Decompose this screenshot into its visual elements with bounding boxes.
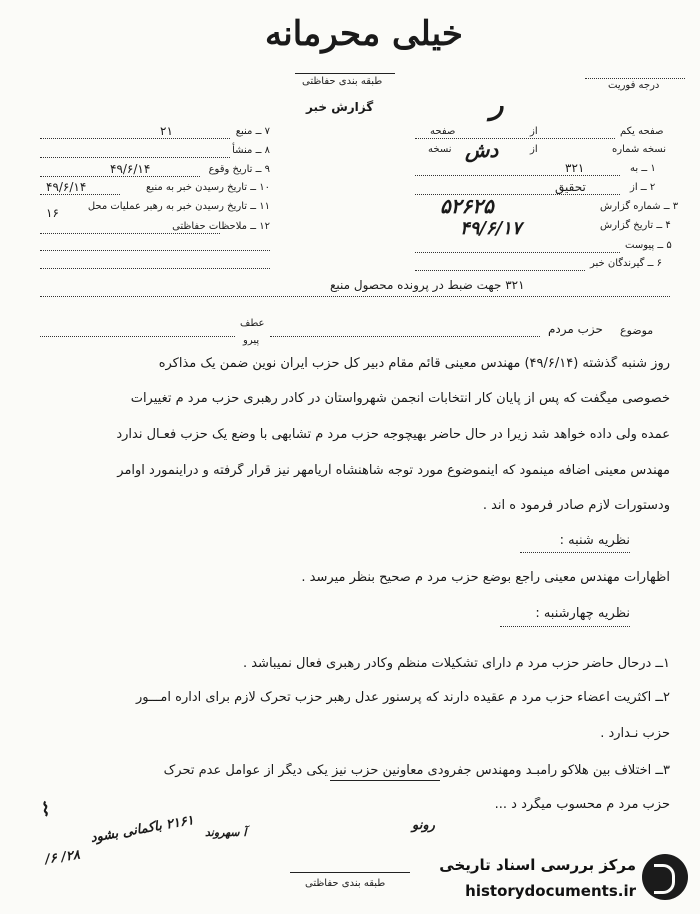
security-notes-label: ۱۲ ــ ملاحظات حفاظتی: [172, 221, 270, 232]
item-line-5: حزب مرد م محسوب میگرد د ...: [494, 797, 670, 812]
center-signature: رونو: [412, 818, 435, 833]
side-note-top: عطف: [240, 318, 265, 329]
left-margin-note: ۲۱۶۱ باکمانی بشود: [89, 813, 195, 846]
report-type: گزارش خبر: [306, 100, 374, 114]
classification-bottom: طبقه بندی حفاظتی: [305, 878, 386, 889]
receive-local-value: ۱۶: [46, 206, 59, 220]
source-label: ۷ ــ منبع: [235, 126, 270, 137]
margin-squiggle: ⌇: [36, 799, 52, 822]
classification-top: طبقه بندی حفاظتی: [302, 76, 383, 87]
recipients-value: ۳۲۱ جهت ضبط در پرونده محصول منبع: [330, 278, 525, 292]
subject-value: حزب مردم: [548, 322, 603, 336]
subject-label: موضوع: [620, 324, 654, 337]
opinion-text-1: اظهارات مهندس معینی راجع بوضع حزب مرد م صحیح بنظر میرسد .: [301, 570, 670, 585]
body-line-1: روز شنبه گذشته (۴۹/۶/۱۴) مهندس معینی قائم مقام دبیر کل حزب ایران نوین ضمن یک مذاکره: [158, 356, 670, 371]
copy-value: نسخه: [428, 144, 452, 155]
event-date-value: ۴۹/۶/۱۴: [110, 162, 151, 176]
item-line-3: حزب نـدارد .: [600, 726, 670, 741]
side-note-bottom: پیرو: [243, 335, 260, 346]
body-line-4: مهندس معینی اضافه مینمود که اینموضوع مورد توجه شاهنشاه آریامهر نیز قرار گرفته و دراینمورد اوامر: [117, 463, 670, 478]
report-no-label: ۳ ــ شماره گزارش: [600, 201, 679, 212]
from-value: تحقیق: [555, 180, 586, 194]
copy-label: نسخه شماره: [612, 144, 666, 155]
to-label: ۱ ــ به: [630, 163, 656, 174]
to-value: ۳۲۱: [565, 161, 585, 175]
handwritten-mark: ر: [490, 88, 504, 121]
archive-logo-url: historydocuments.ir: [465, 882, 636, 900]
archive-logo-icon: [642, 854, 688, 900]
recipients-label: ۶ ــ گیرندگان خبر: [590, 258, 662, 269]
from-label: ۲ ــ از: [630, 182, 656, 193]
body-line-3: عمده ولی داده خواهد شد زیرا در حال حاضر بهیچوجه حزب مرد م تشابهی با وضع یک حزب فعـال ندارد: [116, 427, 670, 442]
source-field: [40, 126, 270, 137]
handwritten-copy: دش: [465, 138, 499, 162]
opinion-heading-2: نظریه چهارشنبه :: [535, 606, 630, 621]
receive-source-value: ۴۹/۶/۱۴: [46, 180, 87, 194]
archive-logo: [412, 850, 692, 908]
source-value: ۲۱: [160, 124, 173, 138]
copy-of: از: [530, 144, 538, 155]
report-date-value: ۴۹/۶/۱۷: [460, 218, 522, 239]
archive-logo-name: مرکز بررسی اسناد تاریخی: [439, 856, 636, 874]
origin-label: ۸ ــ منشأ: [232, 145, 270, 156]
item-line-2: ۲ــ اکثریت اعضاء حزب مرد م عقیده دارند که پرسنور عدل رهبر حزب تحرک لازم برای اداره امـــور: [136, 690, 670, 705]
left-margin-date: ۲۸/ ۶/: [44, 847, 81, 868]
priority-label: درجه فوریت: [608, 80, 660, 91]
document-title: خیلی محرمانه: [265, 14, 463, 54]
item-line-4: ۳ــ اختلاف بین هلاکو رامبـد ومهندس جفرودی معاونین حزب نیز یکی دیگر از عوامل عدم تحرک: [163, 763, 670, 778]
receive-local-label: ۱۱ ــ تاریخ رسیدن خبر به رهبر عملیات محل: [87, 201, 270, 212]
item-line-1: ۱ــ درحال حاضر حزب مرد م دارای تشکیلات منظم وکادر رهبری فعال نمیباشد .: [242, 656, 670, 671]
page-of: از: [530, 126, 538, 137]
body-line-2: خصوصی میگفت که پس از پایان کار انتخابات انجمن شهرواستان در کادر رهبری حزب مرد م تغییرات: [130, 391, 670, 406]
attachment-label: ۵ ــ پیوست: [625, 240, 672, 251]
page-label: صفحه یکم: [620, 126, 664, 137]
page-value: صفحه: [430, 126, 456, 137]
left-signature: آ سهروند: [205, 826, 247, 839]
report-date-label: ۴ ــ تاریخ گزارش: [600, 220, 671, 231]
event-date-label: ۹ ــ تاریخ وقوع: [208, 164, 270, 175]
receive-source-label: ۱۰ ــ تاریخ رسیدن خبر به منبع: [146, 182, 270, 193]
opinion-heading-1: نظریه شنبه :: [559, 533, 630, 548]
body-line-5: ودستورات لازم صادر فرمود ه اند .: [482, 498, 670, 513]
report-no-value: ۵۲۶۲۵: [440, 194, 494, 218]
